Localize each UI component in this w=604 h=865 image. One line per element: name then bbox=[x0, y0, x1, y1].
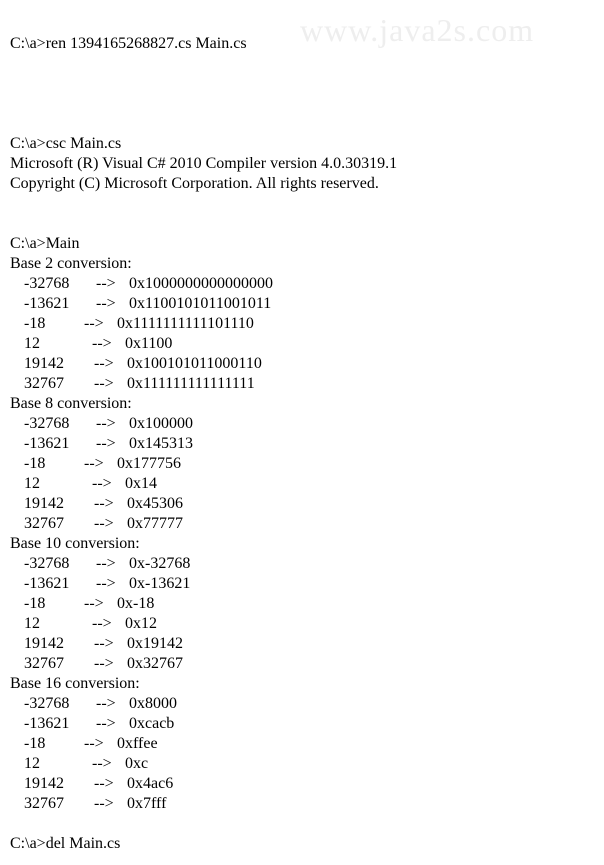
arrow: --> bbox=[96, 295, 116, 312]
conversion-row bbox=[10, 434, 604, 454]
arrow: --> bbox=[96, 575, 116, 592]
arrow: --> bbox=[92, 475, 112, 492]
arrow: --> bbox=[84, 455, 104, 472]
input-number: 32767 bbox=[24, 655, 64, 672]
conversion-row bbox=[10, 414, 604, 434]
input-number: -18 bbox=[24, 735, 46, 752]
result-value: 0x77777 bbox=[127, 515, 183, 532]
arrow: --> bbox=[84, 315, 104, 332]
conversion-row bbox=[10, 654, 604, 674]
conversion-row bbox=[10, 574, 604, 594]
result-value: 0x1100 bbox=[125, 335, 173, 352]
command-line-csc: C:\a>csc Main.cs bbox=[10, 135, 122, 152]
input-number: -18 bbox=[24, 455, 46, 472]
result-value: 0x12 bbox=[125, 615, 157, 632]
result-value: 0x1111111111101110 bbox=[117, 315, 254, 332]
conversion-row bbox=[10, 734, 604, 754]
result-value: 0xcacb bbox=[129, 715, 175, 732]
conversion-row bbox=[10, 634, 604, 654]
input-number: 32767 bbox=[24, 515, 64, 532]
arrow: --> bbox=[94, 655, 114, 672]
conversion-row bbox=[10, 794, 604, 814]
conversion-row bbox=[10, 334, 604, 354]
input-number: -13621 bbox=[24, 295, 70, 312]
input-number: 19142 bbox=[24, 355, 64, 372]
arrow: --> bbox=[84, 735, 104, 752]
input-number: -13621 bbox=[24, 575, 70, 592]
result-value: 0x14 bbox=[125, 475, 157, 492]
result-value: 0x-13621 bbox=[129, 575, 191, 592]
command-line-main: C:\a>Main bbox=[10, 235, 80, 252]
input-number: 19142 bbox=[24, 635, 64, 652]
command-line-ren: C:\a>ren 1394165268827.cs Main.cs bbox=[10, 35, 247, 52]
section-header: Base 2 conversion: bbox=[10, 255, 132, 272]
result-value: 0x4ac6 bbox=[127, 775, 174, 792]
result-value: 0x100000 bbox=[129, 415, 193, 432]
section-header: Base 16 conversion: bbox=[10, 675, 140, 692]
conversion-row bbox=[10, 454, 604, 474]
result-value: 0x19142 bbox=[127, 635, 183, 652]
input-number: -32768 bbox=[24, 415, 70, 432]
result-value: 0x1000000000000000 bbox=[129, 275, 273, 292]
arrow: --> bbox=[92, 755, 112, 772]
input-number: -18 bbox=[24, 595, 46, 612]
conversion-row bbox=[10, 694, 604, 714]
input-number: 12 bbox=[24, 755, 40, 772]
conversion-row bbox=[10, 474, 604, 494]
conversion-row bbox=[10, 514, 604, 534]
result-value: 0x-32768 bbox=[129, 555, 191, 572]
result-value: 0xc bbox=[125, 755, 149, 772]
arrow: --> bbox=[96, 695, 116, 712]
result-value: 0x100101011000110 bbox=[127, 355, 262, 372]
conversion-row bbox=[10, 614, 604, 634]
input-number: 19142 bbox=[24, 775, 64, 792]
conversion-row bbox=[10, 314, 604, 334]
conversion-row bbox=[10, 374, 604, 394]
input-number: -32768 bbox=[24, 555, 70, 572]
arrow: --> bbox=[96, 555, 116, 572]
arrow: --> bbox=[84, 595, 104, 612]
conversion-row bbox=[10, 294, 604, 314]
conversion-row bbox=[10, 594, 604, 614]
result-value: 0x111111111111111 bbox=[127, 375, 255, 392]
result-value: 0x7fff bbox=[127, 795, 167, 812]
input-number: 32767 bbox=[24, 375, 64, 392]
input-number: 12 bbox=[24, 335, 40, 352]
result-value: 0x1100101011001011 bbox=[129, 295, 272, 312]
conversion-row bbox=[10, 554, 604, 574]
input-number: 12 bbox=[24, 475, 40, 492]
watermark: www.java2s.com bbox=[300, 12, 535, 48]
compiler-banner: Microsoft (R) Visual C# 2010 Compiler version 4.0.30319.1 bbox=[10, 155, 398, 172]
input-number: 12 bbox=[24, 615, 40, 632]
section-header: Base 8 conversion: bbox=[10, 395, 132, 412]
input-number: -18 bbox=[24, 315, 46, 332]
input-number: -32768 bbox=[24, 695, 70, 712]
input-number: 19142 bbox=[24, 495, 64, 512]
arrow: --> bbox=[92, 335, 112, 352]
arrow: --> bbox=[94, 515, 114, 532]
arrow: --> bbox=[96, 715, 116, 732]
conversion-row bbox=[10, 274, 604, 294]
conversion-row bbox=[10, 754, 604, 774]
arrow: --> bbox=[96, 275, 116, 292]
arrow: --> bbox=[94, 355, 114, 372]
conversion-row bbox=[10, 494, 604, 514]
arrow: --> bbox=[94, 375, 114, 392]
result-value: 0x177756 bbox=[117, 455, 181, 472]
conversion-row bbox=[10, 714, 604, 734]
result-value: 0x8000 bbox=[129, 695, 177, 712]
conversion-row bbox=[10, 774, 604, 794]
result-value: 0x45306 bbox=[127, 495, 183, 512]
input-number: -13621 bbox=[24, 715, 70, 732]
command-line-del: C:\a>del Main.cs bbox=[10, 835, 121, 852]
result-value: 0x145313 bbox=[129, 435, 193, 452]
arrow: --> bbox=[96, 435, 116, 452]
arrow: --> bbox=[94, 795, 114, 812]
conversion-row bbox=[10, 354, 604, 374]
result-value: 0xffee bbox=[117, 735, 158, 752]
input-number: 32767 bbox=[24, 795, 64, 812]
arrow: --> bbox=[94, 775, 114, 792]
arrow: --> bbox=[94, 635, 114, 652]
input-number: -32768 bbox=[24, 275, 70, 292]
result-value: 0x-18 bbox=[117, 595, 155, 612]
result-value: 0x32767 bbox=[127, 655, 183, 672]
console-output bbox=[10, 34, 604, 854]
copyright-line: Copyright (C) Microsoft Corporation. All rights reserved. bbox=[10, 175, 379, 192]
arrow: --> bbox=[92, 615, 112, 632]
section-header: Base 10 conversion: bbox=[10, 535, 140, 552]
input-number: -13621 bbox=[24, 435, 70, 452]
arrow: --> bbox=[96, 415, 116, 432]
arrow: --> bbox=[94, 495, 114, 512]
